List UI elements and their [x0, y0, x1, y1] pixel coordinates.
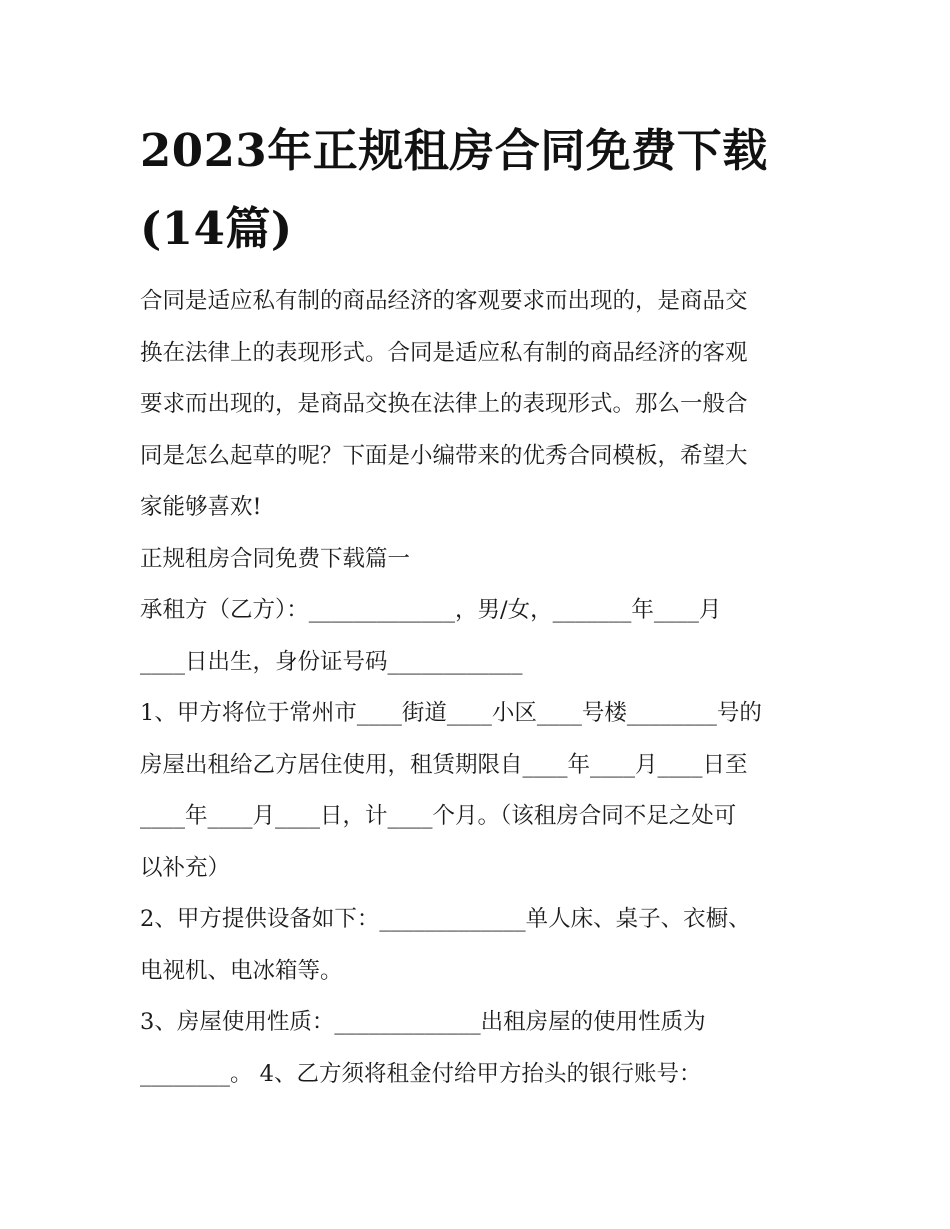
contract-line: ____年____月____日，计____个月。（该租房合同不足之处可 [140, 803, 737, 829]
contract-line: ____日出生，身份证号码____________ [140, 648, 523, 675]
contract-line: 以补充） [140, 854, 231, 881]
document-body [140, 276, 820, 1100]
intro-line: 要求而出现的，是商品交换在法律上的表现形式。那么一般合 [140, 391, 748, 417]
title-line: (14篇) [140, 202, 293, 255]
contract-line: ________。 4、乙方须将租金付给甲方抬头的银行账号： [140, 1060, 702, 1087]
section-heading: 正规租房合同免费下载篇一 [140, 545, 411, 572]
intro-line: 合同是适应私有制的商品经济的客观要求而出现的，是商品交 [140, 288, 748, 314]
intro-line: 同是怎么起草的呢？下面是小编带来的优秀合同模板，希望大 [140, 442, 748, 469]
contract-line: 电视机、电冰箱等。 [140, 957, 343, 984]
contract-line: 房屋出租给乙方居住使用，租赁期限自____年____月____日至 [140, 751, 748, 778]
contract-line: 1、甲方将位于常州市____街道____小区____号楼________号的 [140, 700, 762, 726]
contract-line: 承租方（乙方）：_____________，男/女，_______年____月 [140, 597, 722, 623]
document-title [140, 112, 820, 268]
contract-line: 2、甲方提供设备如下：_____________单人床、桌子、衣橱、 [140, 906, 751, 932]
title-line: 2023年正规租房合同免费下载 [140, 124, 768, 177]
intro-line: 换在法律上的表现形式。合同是适应私有制的商品经济的客观 [140, 339, 748, 366]
intro-line: 家能够喜欢! [140, 494, 262, 520]
contract-line: 3、房屋使用性质：_____________出租房屋的使用性质为 [140, 1009, 706, 1035]
